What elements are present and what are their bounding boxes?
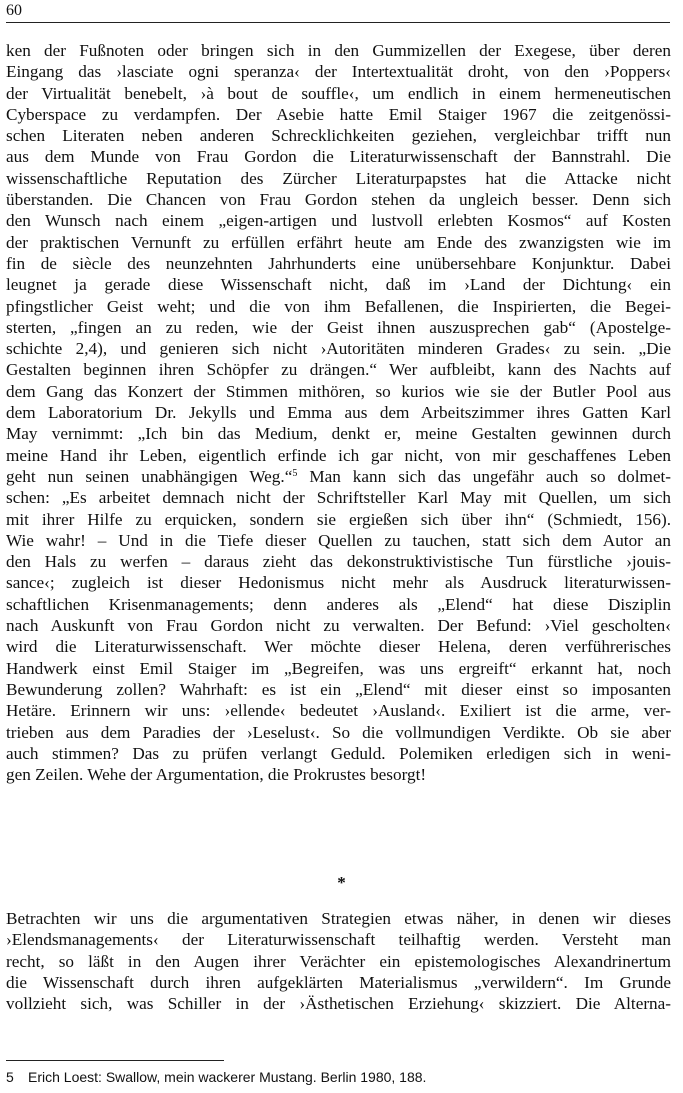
text-line: schen Literaten neben anderen Schrecklichkeiten geziehen, vergleichbar trifft nun xyxy=(6,126,671,146)
text-line: Hetäre. Erinnern wir uns: ›ellende‹ bedeutet ›Ausland‹. Exiliert ist die arme, ver- xyxy=(6,701,671,721)
text-line: May vernimmt: „Ich bin das Medium, denkt er, meine Gestalten gewinnen durch xyxy=(6,424,671,444)
text-line: der praktischen Vernunft zu erfüllen erfährt heute am Ende des zwanzigsten wie im xyxy=(6,232,671,252)
text-line: schichte 2,4), und genieren sich nicht ›Autoritäten minderen Grades‹ zu sein. „Die xyxy=(6,339,671,359)
text-line: ken der Fußnoten oder bringen sich in den Gummizellen der Exegese, über deren xyxy=(6,41,671,60)
text-line: aus dem Munde von Frau Gordon die Literaturwissenschaft der Bannstrahl. Die xyxy=(6,147,671,167)
text-line: pfingstlicher Geist weht; und die von ihm Befallenen, die Inspirierten, die Begei- xyxy=(6,296,671,316)
text-line: Handwerk einst Emil Staiger im „Begreifen, was uns ergreift“ erkannt hat, noch xyxy=(6,658,671,678)
text-line: sterten, „fingen an zu reden, wie der Geist ihnen auszusprechen gab“ (Apostelge- xyxy=(6,317,671,337)
text-line: leugnet ja gerade diese Wissenschaft nicht, daß im ›Land der Dichtung‹ ein xyxy=(6,275,671,295)
text-line: der Virtualität benebelt, ›à bout de souffle‹, um endlich in einem hermeneutischen xyxy=(6,83,671,103)
text-line: den Hals zu werfen – daraus zieht das dekonstruktivistische Tun fürstliche ›jouis- xyxy=(6,552,671,572)
footnote-text: Erich Loest: Swallow, mein wackerer Mustang. Berlin 1980, 188. xyxy=(28,1069,427,1085)
footnote xyxy=(6,1068,426,1086)
text-line: nach Auskunft von Frau Gordon nicht zu verwalten. Der Befund: ›Viel gescholten‹ xyxy=(6,616,671,636)
text-line: meine Hand ihr Leben, eigentlich erfinde ich gar nicht, von mir geschaffenes Leben xyxy=(6,445,671,465)
section-separator: * xyxy=(337,873,346,892)
text-line: mit ihrer Hilfe zu erquicken, sondern sie ergießen sich über ihn“ (Schmiedt, 156). xyxy=(6,509,671,529)
text-line: Gestalten beginnen ihren Schöpfer zu drängen.“ Wer aufbleibt, kann des Nachts auf xyxy=(6,360,671,380)
text-line: recht, so läßt in den Augen ihrer Verächter ein epistemologisches Alexandrinertum xyxy=(6,951,671,971)
second-paragraph xyxy=(6,908,671,1014)
text-segment: geht nun seinen unabhängigen Weg.“ xyxy=(6,466,293,486)
text-line: Cyberspace zu verdampfen. Der Asebie hatte Emil Staiger 1967 die zeitgenössi- xyxy=(6,104,671,124)
text-line: gen Zeilen. Wehe der Argumentation, die Prokrustes besorgt! xyxy=(6,765,427,785)
footnote-marker: 5 xyxy=(292,467,298,479)
text-line: sance‹; zugleich ist dieser Hedonismus nicht mehr als Ausdruck literaturwissen- xyxy=(6,573,671,593)
text-line: dem Laboratorium Dr. Jekylls und Emma aus dem Arbeitszimmer ihres Gatten Karl xyxy=(6,403,671,423)
text-line: wissenschaftliche Reputation des Zürcher Literaturpapstes hat die Attacke nicht xyxy=(6,168,671,188)
text-line: den Wunsch nach einem „eigen-artigen und lustvoll erlebten Kosmos“ auf Kosten xyxy=(6,211,671,231)
text-line: Bewunderung zollen? Wahrhaft: es ist ein „Elend“ mit dieser einst so imposanten xyxy=(6,679,671,699)
text-line: Wie wahr! – Und in die Tiefe dieser Quellen zu tauchen, statt sich dem Autor an xyxy=(6,530,671,550)
text-line: auch stimmen? Das zu prüfen verlangt Geduld. Polemiken erledigen sich in weni- xyxy=(6,743,671,763)
footnote-rule xyxy=(6,1060,224,1061)
text-line: wird die Literaturwissenschaft. Wer möchte dieser Helena, deren verführerisches xyxy=(6,637,671,657)
text-line: Eingang das ›lasciate ogni speranza‹ der Intertextualität droht, von den ›Poppers‹ xyxy=(6,62,671,82)
text-line: schen: „Es arbeitet demnach nicht der Schriftsteller Karl May mit Quellen, um sich xyxy=(6,488,671,508)
header-rule xyxy=(6,22,670,23)
text-line: schaftlichen Krisenmanagements; denn anderes als „Elend“ hat diese Disziplin xyxy=(6,594,671,614)
main-paragraph xyxy=(6,40,671,785)
footnote-number: 5 xyxy=(6,1069,14,1085)
text-line: dem Gang das Konzert der Stimmen mithören, so kurios wie sie der Butler Pool aus xyxy=(6,381,671,401)
text-line-with-footnote xyxy=(6,466,671,487)
text-line: Betrachten wir uns die argumentativen Strategien etwas näher, in denen wir dieses xyxy=(6,909,671,928)
text-line: trieben aus dem Paradies der ›Leselust‹. So die vollmundigen Verdikte. Ob sie aber xyxy=(6,722,671,742)
text-line: vollzieht sich, was Schiller in der ›Ästhetischen Erziehung‹ skizziert. Die Alterna- xyxy=(6,994,671,1014)
text-line: die Wissenschaft durch ihren aufgeklärten Materialismus „verwildern“. Im Grunde xyxy=(6,972,671,992)
text-segment: Man kann sich das ungefähr auch so dolmet- xyxy=(297,466,672,486)
text-line: überstanden. Die Chancen von Frau Gordon stehen da ungleich besser. Denn sich xyxy=(6,190,671,210)
text-line: fin de siècle des neunzehnten Jahrhunderts eine unübersehbare Konjunktur. Dabei xyxy=(6,253,671,273)
page-number: 60 xyxy=(6,2,22,19)
text-line: ›Elendsmanagements‹ der Literaturwissenschaft teilhaftig werden. Versteht man xyxy=(6,930,671,950)
